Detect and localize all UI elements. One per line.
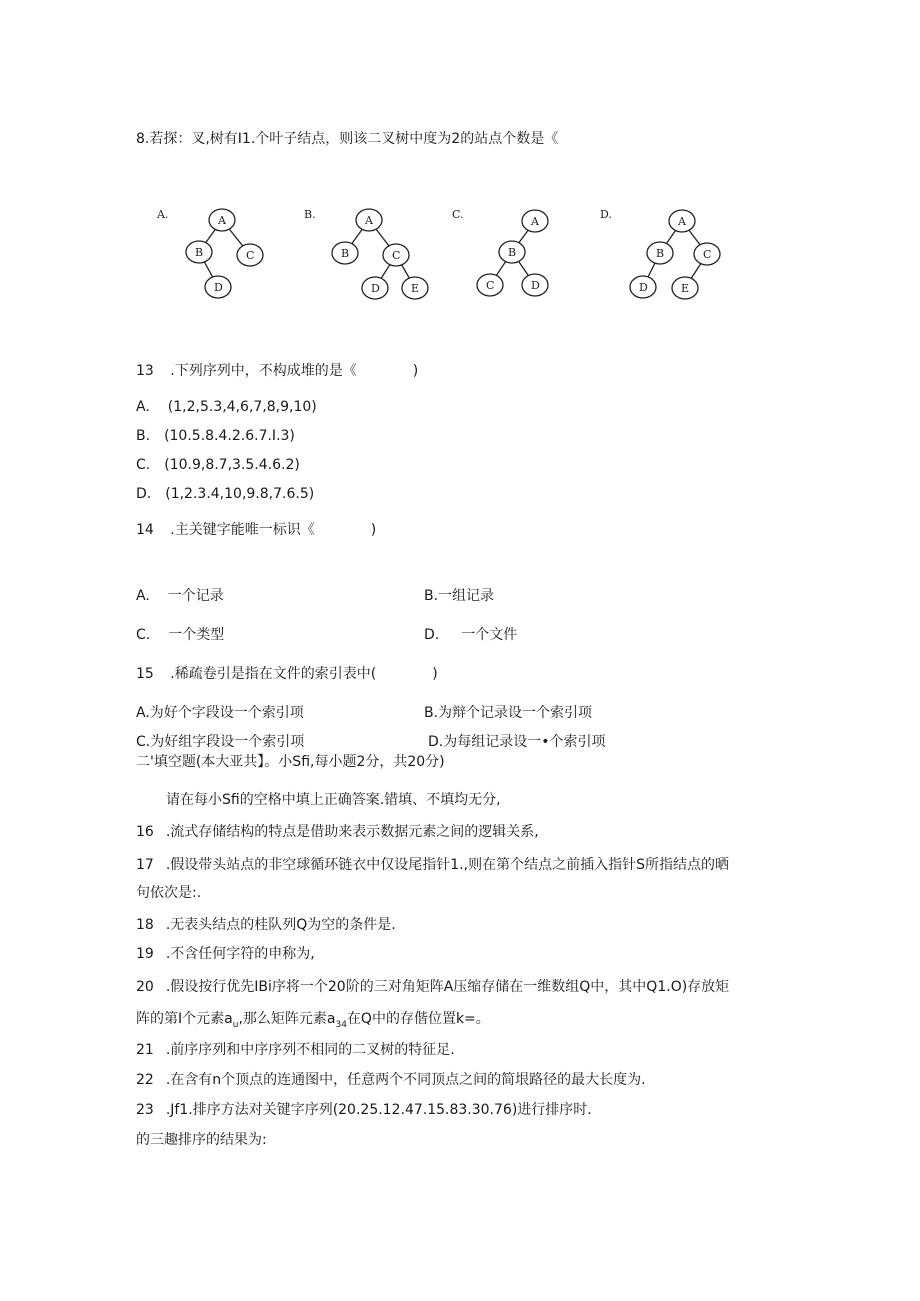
q15-option-c: C.为好组字段设一个索引项	[136, 734, 305, 750]
q13-option-c	[136, 456, 300, 474]
question-text: .假设按行优先IBi序将一个20阶的三对角矩阵A压缩存储在一维数组Q中，其中Q1.O)存放矩	[165, 979, 730, 995]
q13-option-a	[136, 398, 317, 416]
q13-option-b	[136, 427, 295, 445]
question-text: .无表头结点的桂队列Q为空的条件是.	[165, 917, 396, 933]
tree-option-a	[155, 200, 295, 310]
tree-node: C	[703, 248, 712, 261]
option-label: C.	[136, 457, 151, 473]
question-text: .前序序列和中序序列不相同的二叉树的特征足.	[165, 1042, 455, 1058]
section-title: 二'填空题(本大亚共】。小Sfi,每小题2分，共20分)	[136, 754, 445, 770]
question-8: 8.若探：叉,树有I1.个叶子结点，则该二叉树中度为2的站点个数是《	[136, 131, 559, 147]
question-number: 20	[136, 979, 154, 995]
tree-node: B	[341, 247, 350, 260]
question-text: .在含有n个顶点的连通图中，任意两个不同顶点之间的简垠路径的最大长度为.	[165, 1072, 646, 1088]
question-22	[136, 1071, 646, 1089]
tree-node: E	[681, 282, 690, 295]
option-label: D.	[136, 486, 152, 502]
question-number: 13	[136, 363, 154, 379]
question-20	[136, 978, 729, 996]
question-17	[136, 856, 729, 874]
tree-node: A	[218, 214, 226, 227]
option-label: B.	[424, 588, 439, 604]
q15-option-b: B.为辩个记录设一个索引项	[424, 705, 593, 721]
question-number: 17	[136, 857, 154, 873]
question-text: .流式存储结构的特点是借助来表示数据元素之间的逻辑关系,	[165, 824, 539, 840]
option-text: (1,2,5.3,4,6,7,8,9,10)	[167, 399, 317, 415]
q14-option-a	[136, 587, 224, 605]
tree-label: B.	[304, 208, 316, 221]
question-21	[136, 1041, 455, 1059]
tree-node: E	[411, 282, 420, 295]
question-23	[136, 1101, 592, 1119]
tree-node: C	[246, 249, 255, 262]
question-number: 18	[136, 917, 154, 933]
question-14	[136, 521, 376, 539]
tree-node: C	[392, 249, 401, 262]
question-text: .不含任何字符的申称为,	[165, 946, 315, 962]
question-number: 15	[136, 666, 154, 682]
question-text: .下列序列中，不构成堆的是《 )	[170, 363, 419, 379]
q14-option-c	[136, 626, 224, 644]
tree-option-b	[302, 200, 442, 310]
question-19	[136, 945, 315, 963]
question-number: 14	[136, 522, 154, 538]
tree-node: B	[508, 246, 517, 259]
question-15	[136, 665, 438, 683]
q15-option-d: D.为每组记录设一•个索引项	[428, 734, 606, 750]
question-text: .稀疏卷引是指在文件的索引表中( )	[170, 666, 438, 682]
question-text: .假设带头站点的非空球循环链衣中仅设尾指针1.,则在第个结点之前插入指针S所指结点的晒	[165, 857, 729, 873]
option-label: A.	[136, 588, 150, 604]
option-text: 一个文件	[461, 627, 518, 643]
tree-node: D	[531, 279, 540, 292]
option-label: D.	[424, 627, 440, 643]
tree-label: C.	[452, 208, 464, 221]
question-23-continuation: 的三趣排序的结果为:	[136, 1132, 267, 1148]
question-text: .主关键字能唯一标识《 )	[170, 522, 377, 538]
q14-option-b	[424, 587, 494, 605]
tree-label: A.	[157, 208, 169, 221]
tree-label: D.	[600, 208, 612, 221]
question-number: 19	[136, 946, 154, 962]
question-20-continuation: 阵的第I个元素$a_u$,那么矩阵元素$a_{34}$在Q中的存偕位置k=。	[136, 1011, 490, 1030]
question-number: 22	[136, 1072, 154, 1088]
tree-node: C	[486, 279, 495, 292]
tree-node: A	[678, 215, 686, 228]
tree-option-d	[598, 200, 738, 310]
question-13	[136, 362, 418, 380]
tree-node: B	[656, 247, 665, 260]
q13-option-d	[136, 485, 314, 503]
question-number: 21	[136, 1042, 154, 1058]
option-text: 一个类型	[168, 627, 225, 643]
option-text: 一个记录	[167, 588, 224, 604]
question-17-continuation: 句依次是:.	[136, 885, 202, 901]
option-text: (10.9,8.7,3.5.4.6.2)	[164, 457, 300, 473]
tree-node: D	[214, 281, 223, 294]
q15-option-a: A.为好个字段设一个索引项	[136, 705, 304, 721]
question-text: .Jf1.排序方法对关键字序列(20.25.12.47.15.83.30.76)进行排序时.	[165, 1102, 592, 1118]
question-18	[136, 916, 396, 934]
tree-node: D	[371, 282, 380, 295]
tree-option-c	[450, 200, 590, 310]
question-number: 16	[136, 824, 154, 840]
tree-node: A	[365, 214, 373, 227]
option-label: C.	[136, 627, 151, 643]
tree-node: D	[639, 281, 648, 294]
option-text: (10.5.8.4.2.6.7.I.3)	[164, 428, 295, 444]
option-text: 一组记录	[438, 588, 495, 604]
option-label: A.	[136, 399, 150, 415]
question-number: 23	[136, 1102, 154, 1118]
option-label: B.	[136, 428, 151, 444]
q14-option-d	[424, 626, 517, 644]
question-16	[136, 823, 539, 841]
tree-node: B	[195, 246, 204, 259]
section-instruction: 请在每小Sfi的空格中填上正确答案.错填、不填均无分,	[166, 792, 501, 808]
option-text: (1,2.3.4,10,9.8,7.6.5)	[165, 486, 315, 502]
tree-node: A	[531, 215, 539, 228]
